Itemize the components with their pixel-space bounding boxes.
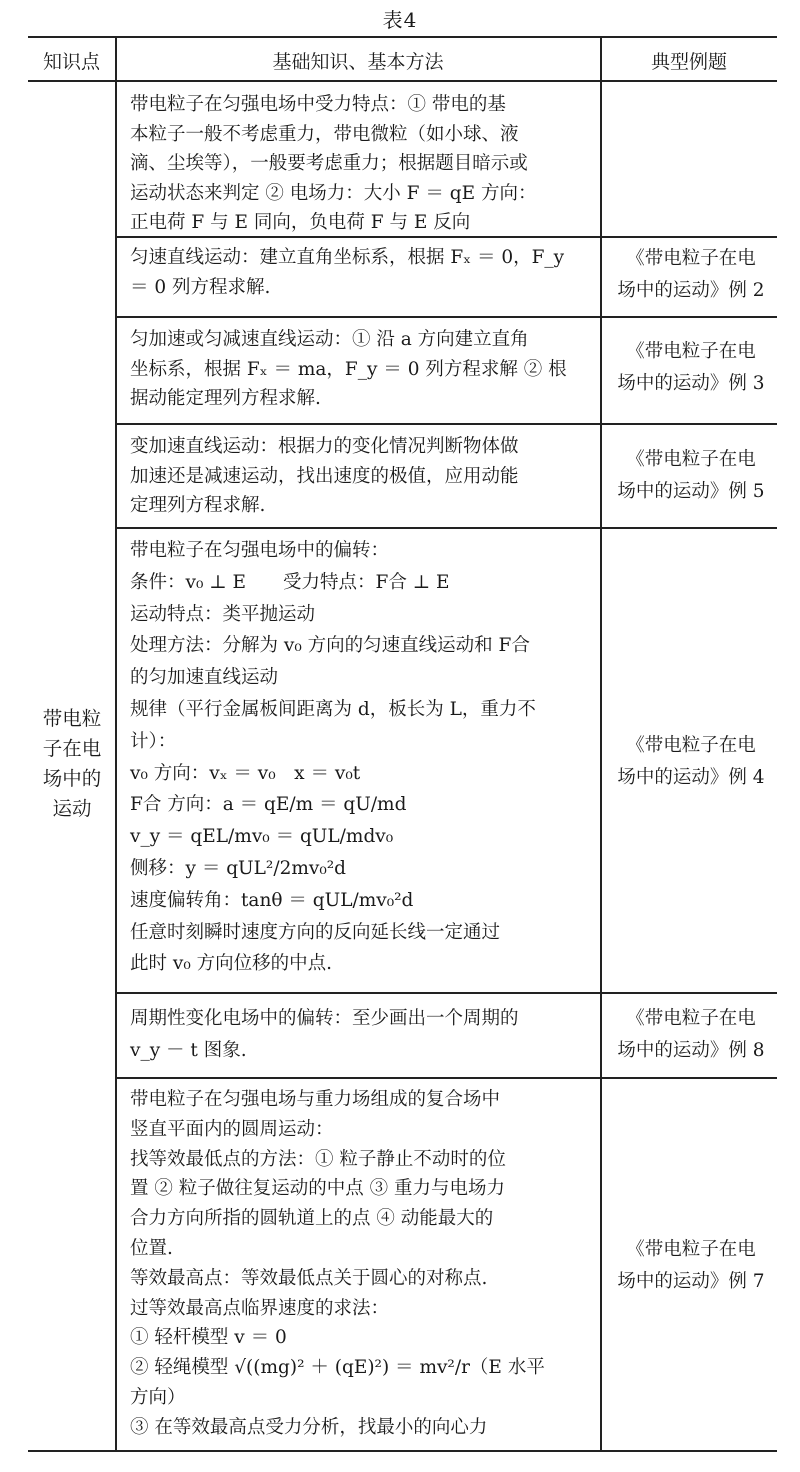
text-line: 据动能定理列方程求解. — [130, 388, 321, 409]
example-line: 《带电粒子在电 — [626, 1008, 756, 1029]
example-line: 场中的运动》例 8 — [617, 1040, 765, 1061]
row-divider — [116, 527, 777, 529]
header-basic-methods: 基础知识、基本方法 — [272, 50, 444, 73]
example-line: 场中的运动》例 2 — [617, 280, 765, 301]
text-line: ＝ 0 列方程求解. — [130, 276, 271, 298]
table-caption: 表4 — [382, 8, 418, 32]
row-2-method — [130, 243, 564, 302]
header-typical-examples: 典型例题 — [650, 50, 727, 73]
example-line: 场中的运动》例 7 — [617, 1271, 765, 1292]
text-line: 运动特点：类平抛运动 — [130, 603, 316, 625]
text-line: 此时 v₀ 方向位移的中点. — [130, 953, 333, 975]
text-line: 计）： — [130, 730, 177, 752]
knowledge-point-line: 子在电 — [42, 737, 102, 760]
knowledge-point-cell — [28, 704, 116, 824]
row-6-example — [606, 1003, 776, 1067]
table-bottom-rule — [28, 1450, 777, 1452]
row-divider — [116, 992, 777, 994]
text-line: 带电粒子在匀强电场中的偏转： — [130, 540, 390, 561]
example-line: 场中的运动》例 3 — [617, 373, 765, 394]
knowledge-point-line: 运动 — [52, 797, 92, 820]
text-line: 速度偏转角：tanθ ＝ qUL/mv₀²d — [130, 889, 414, 911]
table-top-rule — [28, 36, 777, 38]
text-line: 找等效最低点的方法：① 粒子静止不动时的位 — [130, 1148, 506, 1170]
text-line: 等效最高点：等效最低点关于圆心的对称点. — [130, 1267, 488, 1289]
example-line: 《带电粒子在电 — [626, 449, 756, 470]
text-line: 本粒子一般不考虑重力，带电微粒（如小球、液 — [130, 123, 519, 145]
row-7-example — [606, 1234, 776, 1298]
text-line: ① 轻杆模型 v ＝ 0 — [130, 1327, 287, 1349]
text-line: 变加速直线运动：根据力的变化情况判断物体做 — [130, 436, 519, 457]
example-line: 《带电粒子在电 — [626, 341, 756, 362]
text-line: 周期性变化电场中的偏转：至少画出一个周期的 — [130, 1008, 519, 1029]
text-line: F合 方向：a ＝ qE/m ＝ qU/md — [130, 794, 407, 816]
example-line: 《带电粒子在电 — [626, 248, 756, 269]
text-line: 加速还是减速运动，找出速度的极值，应用动能 — [130, 465, 519, 487]
row-2-example — [606, 243, 776, 307]
text-line: ② 轻绳模型 √((mg)² ＋ (qE)²) ＝ mv²/r（E 水平 — [130, 1357, 545, 1379]
row-4-method — [130, 432, 519, 521]
text-line: 带电粒子在匀强电场与重力场组成的复合场中 — [130, 1089, 501, 1110]
text-line: 匀速直线运动：建立直角坐标系，根据 Fₓ ＝ 0，F_y — [130, 247, 565, 268]
row-5-method — [130, 535, 536, 980]
text-line: 处理方法：分解为 v₀ 方向的匀速直线运动和 F合 — [130, 635, 530, 657]
text-line: 的匀加速直线运动 — [130, 667, 279, 689]
knowledge-point-line: 带电粒 — [42, 707, 102, 730]
text-line: 位置. — [130, 1237, 173, 1259]
text-line: 坐标系，根据 Fₓ ＝ ma，F_y ＝ 0 列方程求解 ② 根 — [130, 358, 567, 380]
row-3-example — [606, 336, 776, 400]
example-line: 场中的运动》例 5 — [617, 481, 765, 502]
row-divider — [116, 316, 777, 318]
text-line: 置 ② 粒子做往复运动的中点 ③ 重力与电场力 — [130, 1178, 506, 1200]
text-line: v_y ＝ qEL/mv₀ ＝ qUL/mdv₀ — [130, 826, 394, 848]
header-rule — [28, 80, 777, 82]
text-line: v_y － t 图象. — [130, 1040, 247, 1061]
knowledge-point-line: 场中的 — [42, 767, 102, 790]
header-knowledge-point: 知识点 — [42, 50, 100, 73]
text-line: 滴、尘埃等），一般要考虑重力；根据题目暗示或 — [130, 153, 528, 174]
example-line: 《带电粒子在电 — [626, 1239, 756, 1260]
text-line: 匀加速或匀减速直线运动：① 沿 a 方向建立直角 — [130, 329, 529, 350]
text-line: 条件：v₀ ⊥ E 受力特点：F合 ⊥ E — [130, 571, 450, 593]
row-6-method — [130, 1003, 519, 1067]
text-line: 合力方向所指的圆轨道上的点 ④ 动能最大的 — [130, 1208, 494, 1230]
text-line: 带电粒子在匀强电场中受力特点：① 带电的基 — [130, 94, 506, 115]
row-divider — [116, 1077, 777, 1079]
text-line: 运动状态来判定 ② 电场力：大小 F ＝ qE 方向： — [130, 182, 537, 204]
text-line: 正电荷 F 与 E 同向，负电荷 F 与 E 反向 — [130, 212, 471, 233]
row-4-example — [606, 444, 776, 508]
text-line: 方向） — [130, 1386, 186, 1408]
text-line: 过等效最高点临界速度的求法： — [130, 1297, 390, 1319]
text-line: ③ 在等效最高点受力分析，找最小的向心力 — [130, 1416, 488, 1438]
text-line: 竖直平面内的圆周运动： — [130, 1118, 334, 1140]
row-divider — [116, 423, 777, 425]
example-line: 《带电粒子在电 — [626, 735, 756, 756]
row-5-example — [606, 730, 776, 794]
text-line: 定理列方程求解. — [130, 495, 266, 516]
row-7-method — [130, 1085, 545, 1443]
column-divider-2 — [600, 36, 602, 1452]
row-3-method — [130, 325, 567, 414]
text-line: v₀ 方向：vₓ ＝ v₀ x ＝ v₀t — [130, 762, 361, 784]
text-line: 规律（平行金属板间距离为 d，板长为 L，重力不 — [130, 698, 536, 720]
row-1-method — [130, 90, 536, 238]
text-line: 侧移：y ＝ qUL²/2mv₀²d — [130, 857, 347, 879]
example-line: 场中的运动》例 4 — [617, 767, 765, 788]
text-line: 任意时刻瞬时速度方向的反向延长线一定通过 — [130, 921, 501, 943]
